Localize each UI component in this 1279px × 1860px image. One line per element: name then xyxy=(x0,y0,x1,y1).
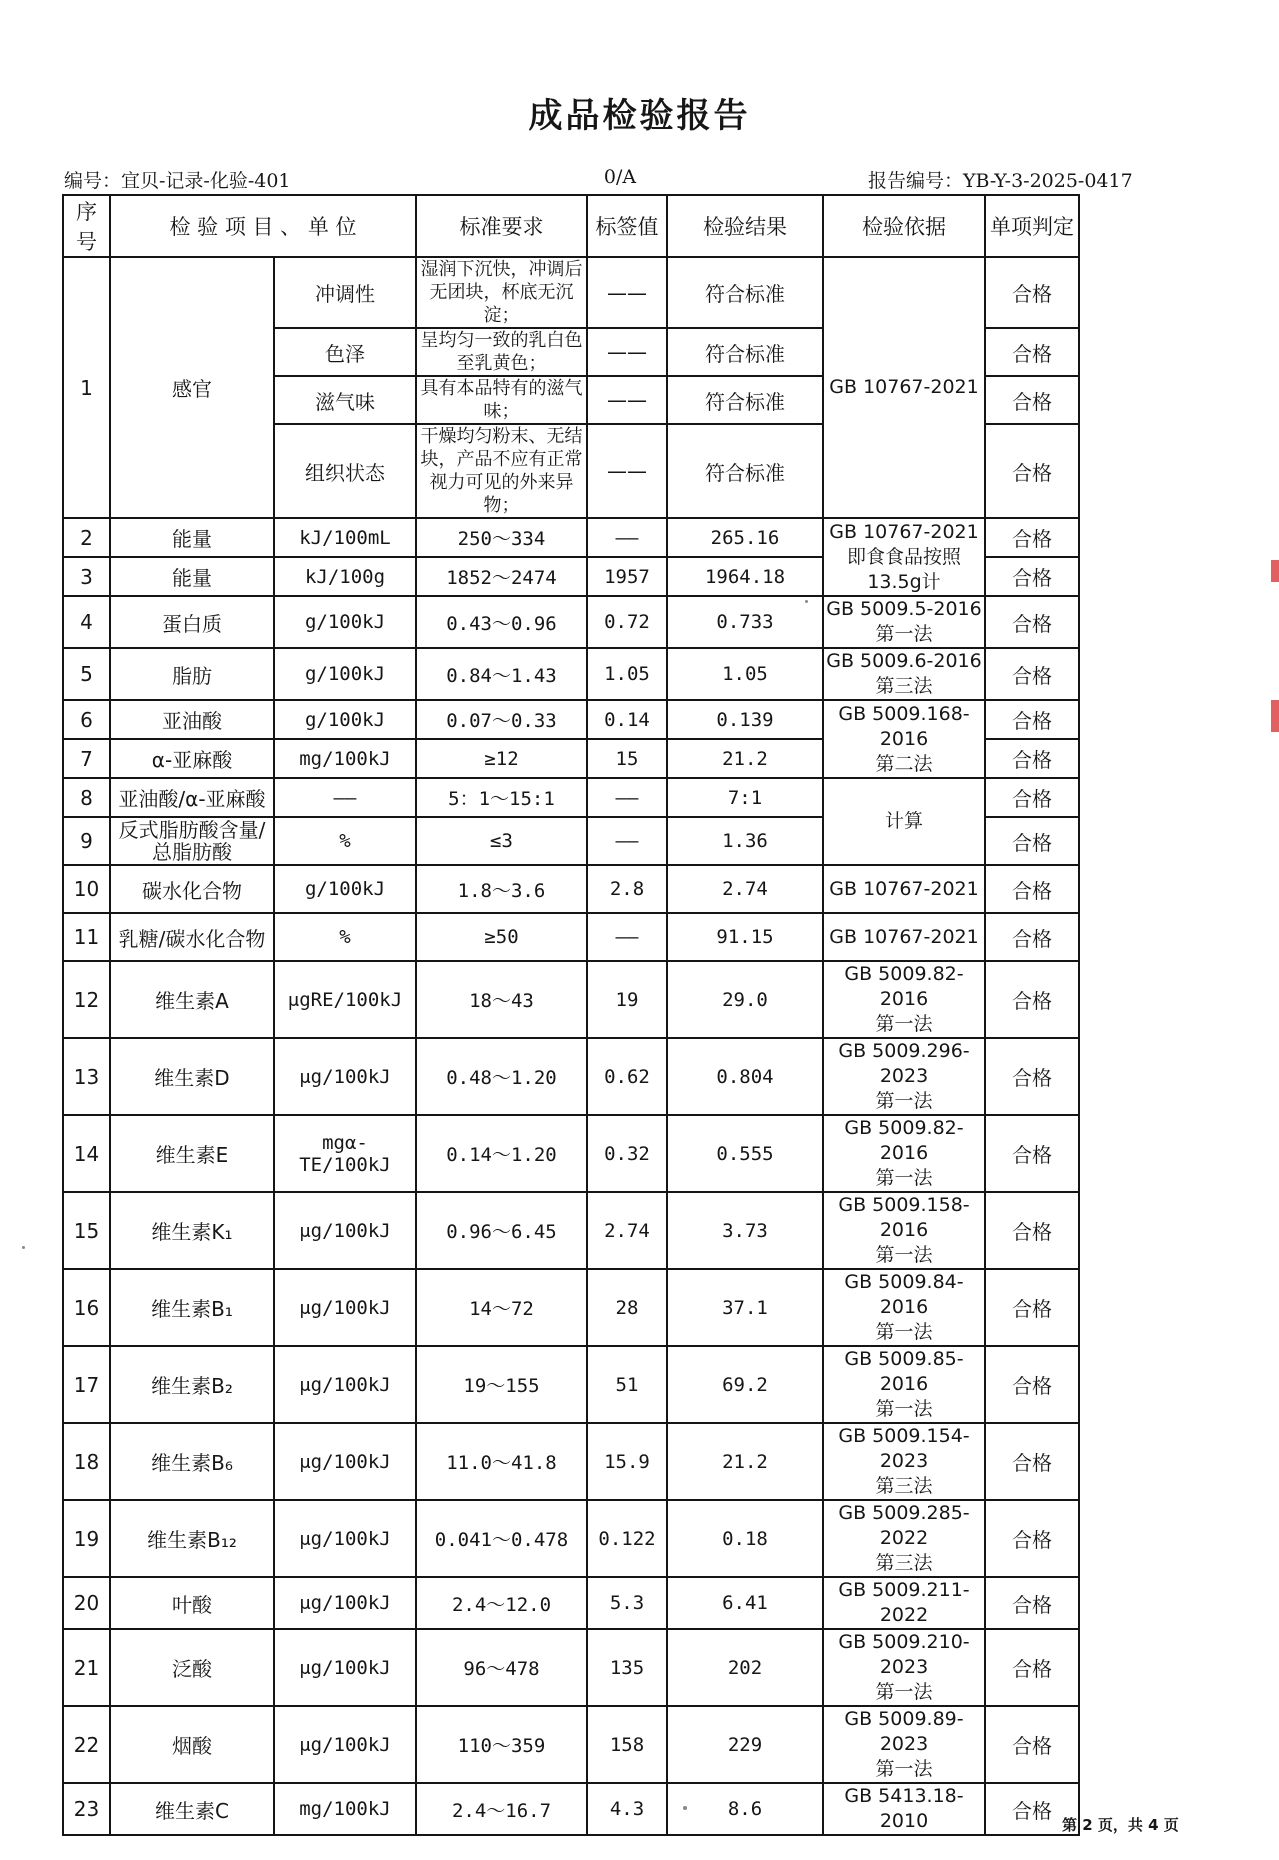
label-value: 0.122 xyxy=(587,1500,667,1577)
unit-cell: μg/100kJ xyxy=(274,1423,416,1500)
item-name: 叶酸 xyxy=(110,1577,274,1629)
result-cell: 符合标准 xyxy=(667,328,823,376)
basis-cell xyxy=(823,1115,985,1192)
label-value: 28 xyxy=(587,1269,667,1346)
basis-cell xyxy=(823,648,985,700)
verdict-cell: 合格 xyxy=(985,648,1079,700)
verdict-cell: 合格 xyxy=(985,1115,1079,1192)
basis-cell xyxy=(823,1346,985,1423)
row-number: 20 xyxy=(63,1577,110,1629)
row-number: 13 xyxy=(63,1038,110,1115)
table-row xyxy=(63,961,1079,1038)
verdict-cell: 合格 xyxy=(985,1038,1079,1115)
basis-cell xyxy=(823,518,985,596)
version-label: 0/A xyxy=(603,166,637,188)
unit-cell: μg/100kJ xyxy=(274,1346,416,1423)
basis-cell xyxy=(823,1423,985,1500)
label-value: 0.32 xyxy=(587,1115,667,1192)
col-header-requirement: 标准要求 xyxy=(416,195,587,257)
requirement-cell: 5：1～15:1 xyxy=(416,778,587,817)
basis-line: 第一法 xyxy=(875,1321,933,1343)
table-row xyxy=(63,257,1079,328)
requirement-cell: 2.4～16.7 xyxy=(416,1783,587,1835)
result-cell: 符合标准 xyxy=(667,376,823,424)
requirement-cell: 具有本品特有的滋气味； xyxy=(416,376,587,424)
label-value: 0.14 xyxy=(587,700,667,739)
table-row xyxy=(63,518,1079,557)
result-cell: 202 xyxy=(667,1629,823,1706)
basis-line: GB 5009.85-2016 xyxy=(844,1348,964,1395)
verdict-cell: 合格 xyxy=(985,596,1079,648)
table-header-row xyxy=(63,195,1079,257)
verdict-cell: 合格 xyxy=(985,1577,1079,1629)
basis-cell xyxy=(823,913,985,961)
item-name: 维生素D xyxy=(110,1038,274,1115)
item-name: 亚油酸/α-亚麻酸 xyxy=(110,778,274,817)
item-name: 碳水化合物 xyxy=(110,865,274,913)
basis-line: GB 5009.89-2023 xyxy=(844,1708,964,1755)
unit-cell: μg/100kJ xyxy=(274,1629,416,1706)
item-name: 脂肪 xyxy=(110,648,274,700)
basis-cell xyxy=(823,1038,985,1115)
verdict-cell: 合格 xyxy=(985,1500,1079,1577)
unit-cell: μg/100kJ xyxy=(274,1577,416,1629)
basis-cell xyxy=(823,700,985,778)
unit-cell: μg/100kJ xyxy=(274,1706,416,1783)
result-cell: 8.6 xyxy=(667,1783,823,1835)
basis-line: GB 5009.210-2023 xyxy=(838,1631,970,1678)
label-value: 15.9 xyxy=(587,1423,667,1500)
verdict-cell: 合格 xyxy=(985,376,1079,424)
basis-line: 即食食品按照 xyxy=(846,545,961,568)
basis-line: 第一法 xyxy=(875,1090,933,1112)
unit-cell: g/100kJ xyxy=(274,648,416,700)
item-name: 感官 xyxy=(110,257,274,518)
item-name: 亚油酸 xyxy=(110,700,274,739)
requirement-cell: 干燥均匀粉末、无结块，产品不应有正常视力可见的外来异物； xyxy=(416,424,587,518)
requirement-cell: 19～155 xyxy=(416,1346,587,1423)
verdict-cell: 合格 xyxy=(985,1706,1079,1783)
verdict-cell: 合格 xyxy=(985,1269,1079,1346)
requirement-cell: ≥12 xyxy=(416,739,587,778)
report-title: 成品检验报告 xyxy=(528,96,751,136)
row-number: 8 xyxy=(63,778,110,817)
row-number: 10 xyxy=(63,865,110,913)
table-row xyxy=(63,1115,1079,1192)
table-row xyxy=(63,1346,1079,1423)
basis-line: 第一法 xyxy=(875,1758,933,1780)
label-value: 158 xyxy=(587,1706,667,1783)
basis-line: GB 10767-2021 xyxy=(829,925,979,948)
unit-cell: % xyxy=(274,817,416,865)
basis-cell xyxy=(823,1500,985,1577)
result-cell: 2.74 xyxy=(667,865,823,913)
table-body xyxy=(63,195,1079,1835)
item-name: 维生素C xyxy=(110,1783,274,1835)
label-value: 0.62 xyxy=(587,1038,667,1115)
result-cell: 91.15 xyxy=(667,913,823,961)
item-name: 维生素E xyxy=(110,1115,274,1192)
verdict-cell: 合格 xyxy=(985,424,1079,518)
unit-cell: —— xyxy=(274,778,416,817)
label-value: 5.3 xyxy=(587,1577,667,1629)
record-number: 编号：宜贝-记录-化验-401 xyxy=(64,170,291,192)
requirement-cell: 96～478 xyxy=(416,1629,587,1706)
basis-line: GB 5009.82-2016 xyxy=(844,1117,964,1164)
scan-speck xyxy=(805,600,808,603)
row-number: 17 xyxy=(63,1346,110,1423)
table-row xyxy=(63,1192,1079,1269)
verdict-cell: 合格 xyxy=(985,1192,1079,1269)
verdict-cell: 合格 xyxy=(985,1629,1079,1706)
basis-cell xyxy=(823,1192,985,1269)
result-cell: 1.36 xyxy=(667,817,823,865)
row-number: 7 xyxy=(63,739,110,778)
requirement-cell: 14～72 xyxy=(416,1269,587,1346)
requirement-cell: 1.8～3.6 xyxy=(416,865,587,913)
basis-cell xyxy=(823,596,985,648)
row-number: 16 xyxy=(63,1269,110,1346)
result-cell: 符合标准 xyxy=(667,424,823,518)
requirement-cell: 0.84～1.43 xyxy=(416,648,587,700)
table-row xyxy=(63,700,1079,739)
basis-line: GB 5009.158-2016 xyxy=(838,1194,970,1241)
label-value: —— xyxy=(587,424,667,518)
requirement-cell: ≤3 xyxy=(416,817,587,865)
unit-cell: μg/100kJ xyxy=(274,1038,416,1115)
requirement-cell: 0.041～0.478 xyxy=(416,1500,587,1577)
basis-cell xyxy=(823,1269,985,1346)
row-number: 18 xyxy=(63,1423,110,1500)
basis-line: 第二法 xyxy=(875,752,933,775)
label-value: 19 xyxy=(587,961,667,1038)
basis-cell xyxy=(823,1629,985,1706)
result-cell: 0.18 xyxy=(667,1500,823,1577)
result-cell: 0.733 xyxy=(667,596,823,648)
requirement-cell: ≥50 xyxy=(416,913,587,961)
item-name: 蛋白质 xyxy=(110,596,274,648)
label-value: —— xyxy=(587,257,667,328)
result-cell: 0.555 xyxy=(667,1115,823,1192)
label-value: 4.3 xyxy=(587,1783,667,1835)
requirement-cell: 250～334 xyxy=(416,518,587,557)
verdict-cell: 合格 xyxy=(985,700,1079,739)
verdict-cell: 合格 xyxy=(985,865,1079,913)
item-name: 反式脂肪酸含量/总脂肪酸 xyxy=(110,817,274,865)
requirement-cell: 18～43 xyxy=(416,961,587,1038)
basis-cell xyxy=(823,1783,985,1835)
basis-cell xyxy=(823,961,985,1038)
row-number: 22 xyxy=(63,1706,110,1783)
verdict-cell: 合格 xyxy=(985,817,1079,865)
label-value: —— xyxy=(587,778,667,817)
label-value: —— xyxy=(587,913,667,961)
result-cell: 229 xyxy=(667,1706,823,1783)
report-number: 报告编号：YB-Y-3-2025-0417 xyxy=(868,170,1133,192)
page-number: 第 2 页，共 4 页 xyxy=(1062,1816,1179,1834)
unit-cell: mgα-TE/100kJ xyxy=(274,1115,416,1192)
verdict-cell: 合格 xyxy=(985,257,1079,328)
item-name: 维生素K₁ xyxy=(110,1192,274,1269)
unit-cell: mg/100kJ xyxy=(274,739,416,778)
table-row xyxy=(63,1269,1079,1346)
result-cell: 21.2 xyxy=(667,1423,823,1500)
basis-line: 第三法 xyxy=(875,1552,933,1574)
basis-line: GB 5009.84-2016 xyxy=(844,1271,964,1318)
item-name: 维生素B₂ xyxy=(110,1346,274,1423)
label-value: 1957 xyxy=(587,557,667,596)
basis-line: GB 5009.82-2016 xyxy=(844,963,964,1010)
unit-cell: g/100kJ xyxy=(274,596,416,648)
result-cell: 29.0 xyxy=(667,961,823,1038)
row-number: 4 xyxy=(63,596,110,648)
verdict-cell: 合格 xyxy=(985,518,1079,557)
basis-line: GB 10767-2021 xyxy=(829,877,979,900)
table-row xyxy=(63,1629,1079,1706)
verdict-cell: 合格 xyxy=(985,557,1079,596)
requirement-cell: 0.43～0.96 xyxy=(416,596,587,648)
basis-line: 第一法 xyxy=(875,1167,933,1189)
item-name: 泛酸 xyxy=(110,1629,274,1706)
label-value: 2.74 xyxy=(587,1192,667,1269)
item-name: 烟酸 xyxy=(110,1706,274,1783)
table-row xyxy=(63,648,1079,700)
requirement-cell: 呈均匀一致的乳白色至乳黄色； xyxy=(416,328,587,376)
row-number: 6 xyxy=(63,700,110,739)
row-number: 1 xyxy=(63,257,110,518)
basis-line: GB 10767-2021 xyxy=(829,520,979,543)
requirement-cell: 0.96～6.45 xyxy=(416,1192,587,1269)
scan-speck xyxy=(683,1806,687,1810)
item-name: 维生素B₁ xyxy=(110,1269,274,1346)
table-row xyxy=(63,596,1079,648)
label-value: 2.8 xyxy=(587,865,667,913)
row-number: 11 xyxy=(63,913,110,961)
requirement-cell: 2.4～12.0 xyxy=(416,1577,587,1629)
unit-cell: kJ/100mL xyxy=(274,518,416,557)
item-name: 维生素A xyxy=(110,961,274,1038)
label-value: —— xyxy=(587,376,667,424)
unit-cell: μg/100kJ xyxy=(274,1269,416,1346)
table-row xyxy=(63,1423,1079,1500)
col-header-item: 检 验 项 目 、 单 位 xyxy=(110,195,416,257)
basis-cell xyxy=(823,778,985,865)
row-number: 19 xyxy=(63,1500,110,1577)
row-number: 12 xyxy=(63,961,110,1038)
basis-line: 第一法 xyxy=(875,1398,933,1420)
item-name: 维生素B₆ xyxy=(110,1423,274,1500)
basis-line: GB 5413.18-2010 xyxy=(844,1785,964,1832)
item-name: 乳糖/碳水化合物 xyxy=(110,913,274,961)
label-value: 51 xyxy=(587,1346,667,1423)
label-value: 135 xyxy=(587,1629,667,1706)
basis-line: 13.5g计 xyxy=(867,570,941,593)
requirement-cell: 0.48～1.20 xyxy=(416,1038,587,1115)
unit-cell: g/100kJ xyxy=(274,865,416,913)
scan-speck xyxy=(22,1246,25,1249)
basis-cell xyxy=(823,1577,985,1629)
unit-cell: mg/100kJ xyxy=(274,1783,416,1835)
requirement-cell: 1852～2474 xyxy=(416,557,587,596)
basis-line: GB 5009.296-2023 xyxy=(838,1040,970,1087)
basis-cell: GB 10767-2021 xyxy=(823,257,985,518)
basis-line: 第一法 xyxy=(875,623,933,645)
row-number: 9 xyxy=(63,817,110,865)
result-cell: 0.139 xyxy=(667,700,823,739)
basis-line: GB 5009.6-2016 xyxy=(826,650,982,672)
subitem-name: 滋气味 xyxy=(274,376,416,424)
row-number: 5 xyxy=(63,648,110,700)
basis-line: GB 5009.285-2022 xyxy=(838,1502,970,1549)
requirement-cell: 110～359 xyxy=(416,1706,587,1783)
table-row xyxy=(63,778,1079,817)
result-cell: 7:1 xyxy=(667,778,823,817)
table-row xyxy=(63,865,1079,913)
unit-cell: g/100kJ xyxy=(274,700,416,739)
row-number: 14 xyxy=(63,1115,110,1192)
subitem-name: 冲调性 xyxy=(274,257,416,328)
result-cell: 265.16 xyxy=(667,518,823,557)
basis-cell xyxy=(823,865,985,913)
requirement-cell: 11.0～41.8 xyxy=(416,1423,587,1500)
label-value: —— xyxy=(587,817,667,865)
col-header-label: 标签值 xyxy=(587,195,667,257)
requirement-cell: 0.07～0.33 xyxy=(416,700,587,739)
unit-cell: % xyxy=(274,913,416,961)
item-name: 能量 xyxy=(110,557,274,596)
basis-line: 第一法 xyxy=(875,1013,933,1035)
subitem-name: 色泽 xyxy=(274,328,416,376)
table-row xyxy=(63,1038,1079,1115)
row-number: 23 xyxy=(63,1783,110,1835)
verdict-cell: 合格 xyxy=(985,913,1079,961)
result-cell: 1.05 xyxy=(667,648,823,700)
requirement-cell: 0.14～1.20 xyxy=(416,1115,587,1192)
edge-stamp-mark xyxy=(1271,700,1279,732)
item-name: α-亚麻酸 xyxy=(110,739,274,778)
edge-stamp-mark xyxy=(1271,560,1279,582)
row-number: 15 xyxy=(63,1192,110,1269)
label-value: 0.72 xyxy=(587,596,667,648)
unit-cell: μg/100kJ xyxy=(274,1192,416,1269)
unit-cell: kJ/100g xyxy=(274,557,416,596)
subitem-name: 组织状态 xyxy=(274,424,416,518)
requirement-cell: 湿润下沉快，冲调后无团块，杯底无沉淀； xyxy=(416,257,587,328)
result-cell: 3.73 xyxy=(667,1192,823,1269)
table-row xyxy=(63,1577,1079,1629)
inspection-table xyxy=(62,194,1080,1836)
col-header-verdict: 单项判定 xyxy=(985,195,1079,257)
unit-cell: μg/100kJ xyxy=(274,1500,416,1577)
col-header-basis: 检验依据 xyxy=(823,195,985,257)
unit-cell: μgRE/100kJ xyxy=(274,961,416,1038)
result-cell: 1964.18 xyxy=(667,557,823,596)
basis-line: 计算 xyxy=(884,810,923,832)
verdict-cell: 合格 xyxy=(985,1423,1079,1500)
col-header-result: 检验结果 xyxy=(667,195,823,257)
basis-line: GB 5009.5-2016 xyxy=(826,598,982,620)
col-header-no: 序号 xyxy=(63,195,110,257)
basis-cell xyxy=(823,1706,985,1783)
table-row xyxy=(63,913,1079,961)
item-name: 能量 xyxy=(110,518,274,557)
label-value: —— xyxy=(587,518,667,557)
verdict-cell: 合格 xyxy=(985,1783,1079,1835)
basis-line: GB 5009.154-2023 xyxy=(838,1425,970,1472)
result-cell: 37.1 xyxy=(667,1269,823,1346)
result-cell: 0.804 xyxy=(667,1038,823,1115)
result-cell: 6.41 xyxy=(667,1577,823,1629)
table-row xyxy=(63,1783,1079,1835)
basis-line: 第三法 xyxy=(875,675,933,697)
row-number: 2 xyxy=(63,518,110,557)
result-cell: 符合标准 xyxy=(667,257,823,328)
result-cell: 69.2 xyxy=(667,1346,823,1423)
row-number: 3 xyxy=(63,557,110,596)
verdict-cell: 合格 xyxy=(985,328,1079,376)
verdict-cell: 合格 xyxy=(985,961,1079,1038)
basis-line: 第三法 xyxy=(875,1475,933,1497)
basis-line: GB 5009.168-2016 xyxy=(838,702,970,750)
item-name: 维生素B₁₂ xyxy=(110,1500,274,1577)
table-row xyxy=(63,1500,1079,1577)
label-value: —— xyxy=(587,328,667,376)
row-number: 21 xyxy=(63,1629,110,1706)
verdict-cell: 合格 xyxy=(985,778,1079,817)
result-cell: 21.2 xyxy=(667,739,823,778)
label-value: 15 xyxy=(587,739,667,778)
basis-line: 第一法 xyxy=(875,1681,933,1703)
basis-line: 第一法 xyxy=(875,1244,933,1266)
verdict-cell: 合格 xyxy=(985,739,1079,778)
label-value: 1.05 xyxy=(587,648,667,700)
verdict-cell: 合格 xyxy=(985,1346,1079,1423)
basis-line: GB 5009.211-2022 xyxy=(838,1579,970,1626)
table-row xyxy=(63,1706,1079,1783)
